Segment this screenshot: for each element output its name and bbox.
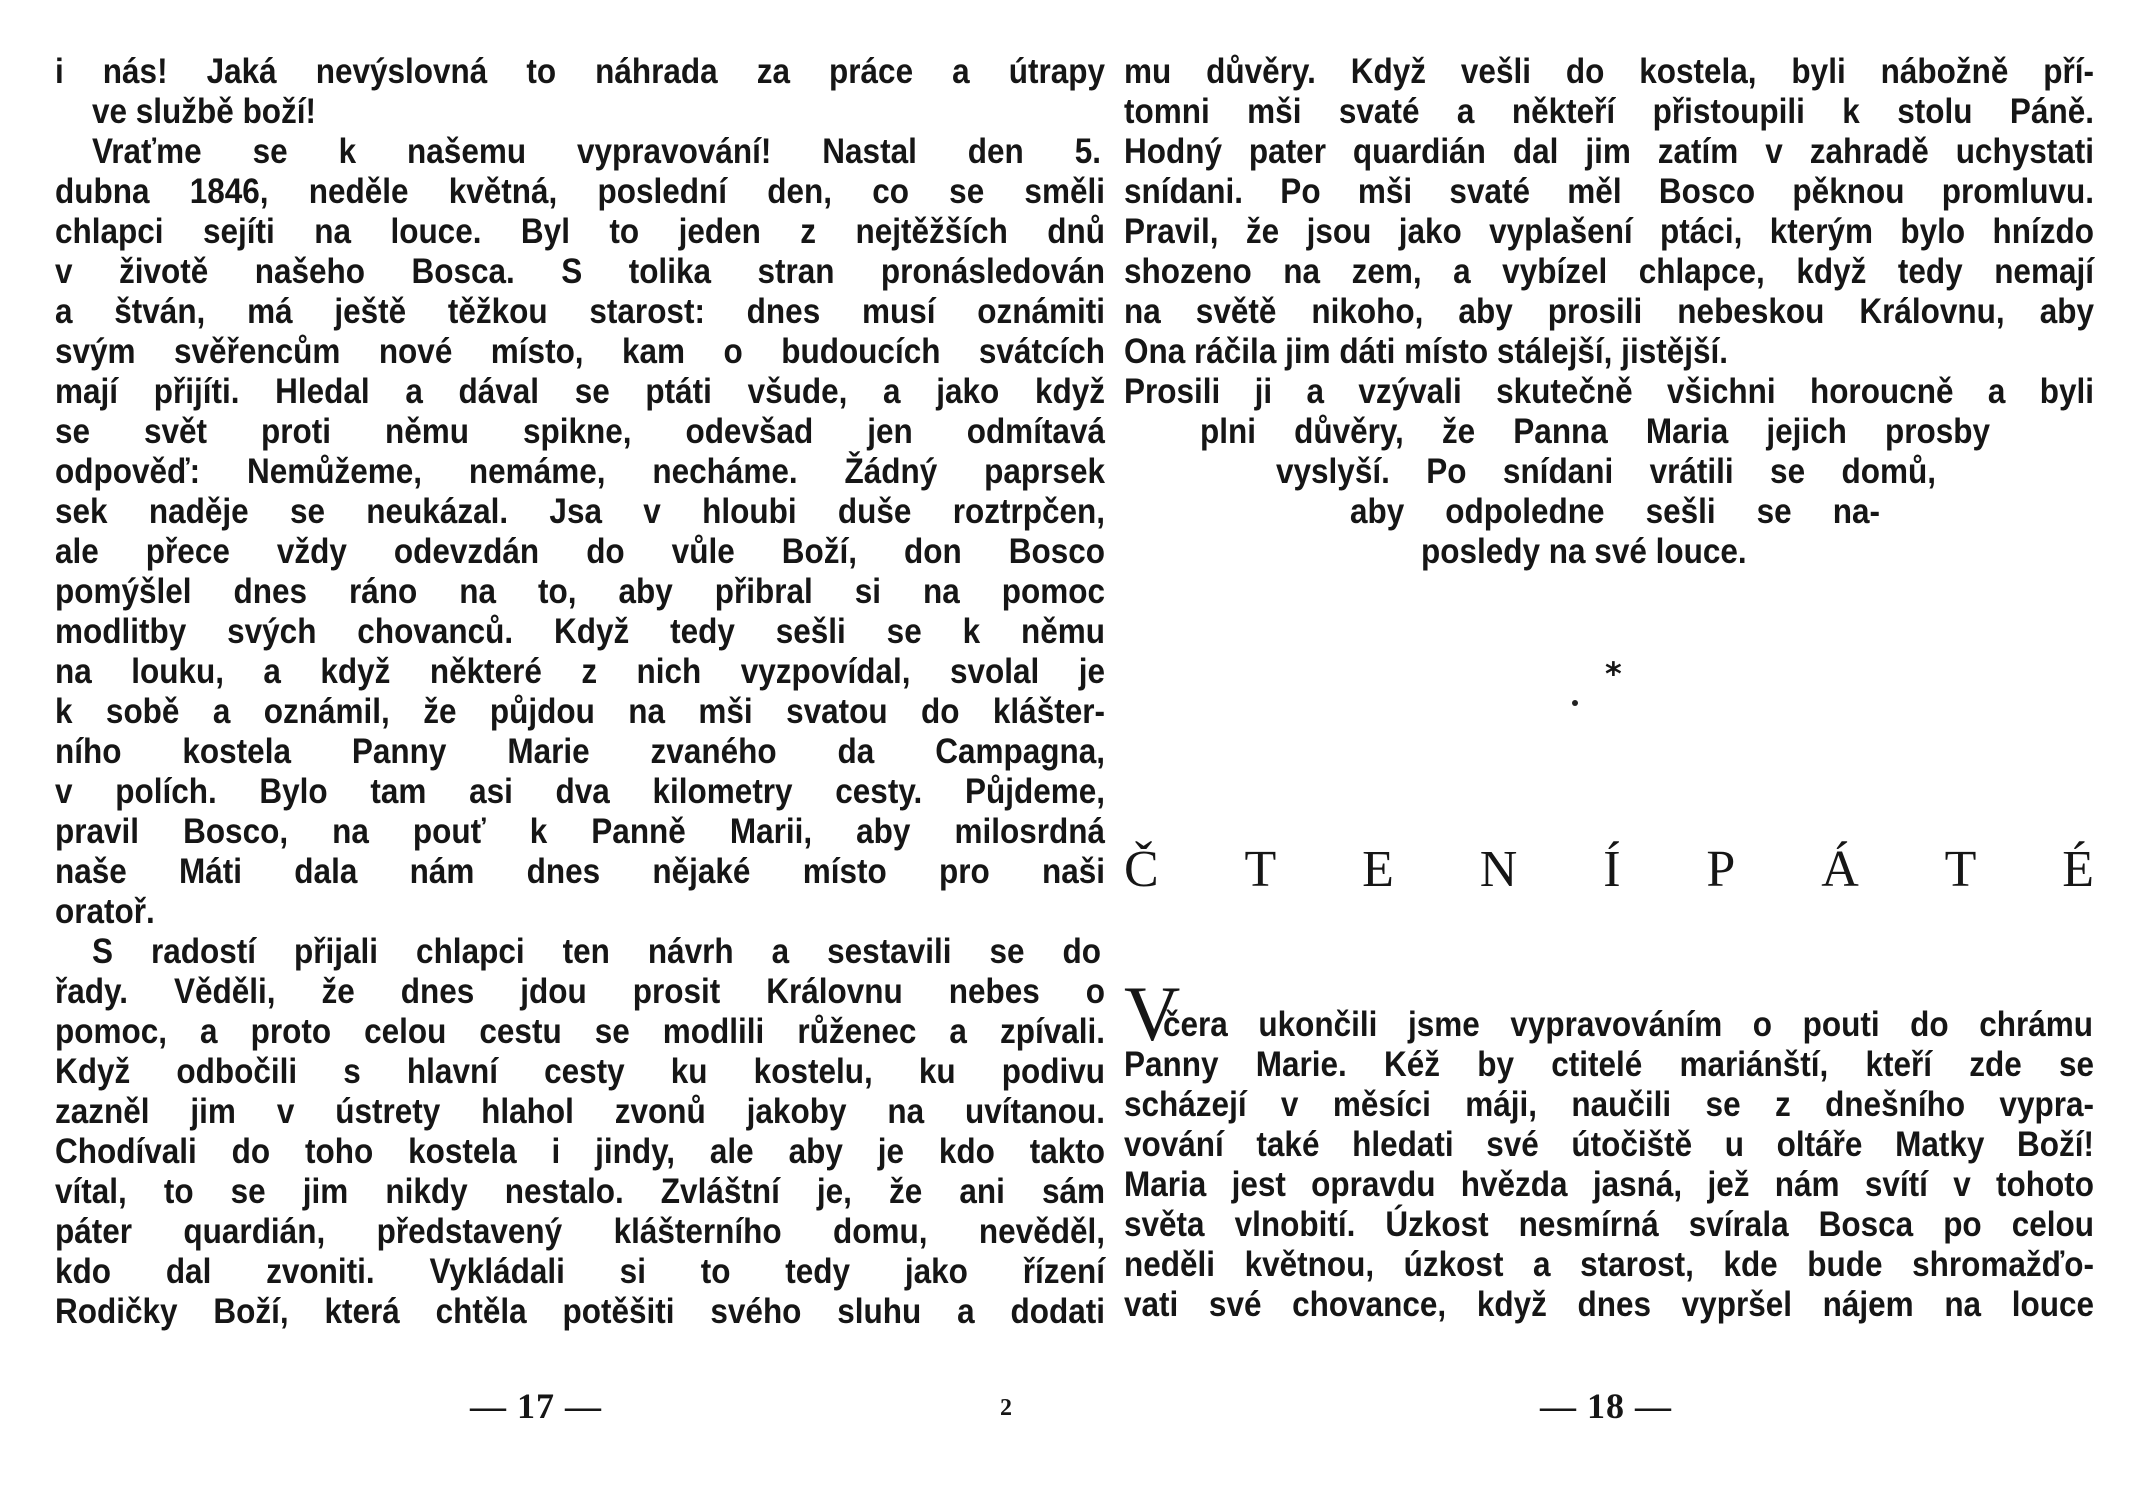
text-line: na louku, a když některé z nich vyzpovídal, svolal je (55, 652, 1105, 691)
text-line: k sobě a oznámil, že půjdou na mši svatou do klášter- (55, 692, 1105, 731)
text-line: ního kostela Panny Marie zvaného da Campagna, (55, 732, 1105, 771)
text-line: odpověď: Nemůžeme, nemáme, necháme. Žádný paprsek (55, 452, 1105, 491)
text-line: neděli květnou, úzkost a starost, kde bude shromažďo- (1124, 1245, 2094, 1284)
text-line: pomoc, a proto celou cestu se modlili růženec a zpívali. (55, 1012, 1105, 1051)
chapter-title-letter: N (1479, 841, 1518, 898)
chapter-title-letter: É (2062, 841, 2094, 898)
text-line: se svět proti němu spikne, odevšad jen odmítavá (55, 412, 1105, 451)
text-line: páter quardián, představený klášterního domu, nevěděl, (55, 1212, 1105, 1251)
text-line: vování také hledati své útočiště u oltáře Matky Boží! (1124, 1125, 2094, 1164)
text-line: vyslyší. Po snídani vrátili se domů, (1276, 452, 1936, 491)
text-line: shozeno na zem, a vybízel chlapce, když tedy nemají (1124, 252, 2094, 291)
chapter-title-letter: E (1362, 841, 1394, 898)
text-line: sek naděje se neukázal. Jsa v hloubi duše roztrpčen, (55, 492, 1105, 531)
chapter-title-letter: Í (1603, 841, 1621, 898)
text-line: Panny Marie. Kéž by ctitelé mariánští, kteří zde se (1124, 1045, 2094, 1084)
text-line: Vraťme se k našemu vypravování! Nastal den 5. (92, 132, 1101, 171)
text-line: Chodívali do toho kostela i jindy, ale aby je kdo takto (55, 1132, 1105, 1171)
text-line: ve službě boží! (92, 92, 317, 131)
drop-cap: V (1124, 970, 1181, 1057)
text-line: kdo dal zvoniti. Vykládali si to tedy jako řízení (55, 1252, 1105, 1291)
text-line: mu důvěry. Když vešli do kostela, byli nábožně pří- (1124, 52, 2094, 91)
text-line: i nás! Jaká nevýslovná to náhrada za práce a útrapy (55, 52, 1105, 91)
text-line: řady. Věděli, že dnes jdou prosit Královnu nebes o (55, 972, 1105, 1011)
text-line: Maria jest opravdu hvězda jasná, jež nám svítí v tohoto (1124, 1165, 2094, 1204)
text-line: oratoř. (55, 892, 155, 931)
text-line: Prosili ji a vzývali skutečně všichni horoucně a byli (1124, 372, 2094, 411)
text-line: Pravil, že jsou jako vyplašení ptáci, kterým bylo hnízdo (1124, 212, 2094, 251)
text-line: snídani. Po mši svaté měl Bosco pěknou promluvu. (1124, 172, 2094, 211)
page-number-left: — 17 — (470, 1386, 602, 1426)
text-line: na světě nikoho, aby prosili nebeskou Královnu, aby (1124, 292, 2094, 331)
text-line: scházejí v měsíci máji, naučili se z dnešního vypra- (1124, 1085, 2094, 1124)
text-line: aby odpoledne sešli se na- (1350, 492, 1880, 531)
text-line: Ona ráčila jim dáti místo stálejší, jistější. (1124, 332, 1728, 371)
page-number-right: — 18 — (1540, 1386, 1672, 1426)
text-line: naše Máti dala nám dnes nějaké místo pro naši (55, 852, 1105, 891)
chapter-title-letter: Á (1821, 841, 1859, 898)
chapter-title-letter: P (1706, 841, 1736, 898)
text-line: Rodičky Boží, která chtěla potěšiti svého sluhu a dodati (55, 1292, 1105, 1331)
chapter-title-letter: T (1244, 841, 1277, 898)
ornament-dot (1572, 700, 1578, 706)
text-line: ale přece vždy odevzdán do vůle Boží, don Bosco (55, 532, 1105, 571)
text-line: Když odbočili s hlavní cesty ku kostelu, ku podivu (55, 1052, 1105, 1091)
text-line: vítal, to se jim nikdy nestalo. Zvláštní je, že ani sám (55, 1172, 1105, 1211)
text-line: dubna 1846, neděle květná, poslední den, co se směli (55, 172, 1105, 211)
text-line: svým svěřencům nové místo, kam o budoucích svátcích (55, 332, 1105, 371)
text-line: chlapci sejíti na louce. Byl to jeden z nejtěžších dnů (55, 212, 1105, 251)
chapter-title-letter: Č (1124, 841, 1159, 898)
text-line: pravil Bosco, na pouť k Panně Marii, aby milosrdná (55, 812, 1105, 851)
text-line: čera ukončili jsme vypravováním o pouti do chrámu (1163, 1005, 2093, 1044)
ornament-asterisk: * (1605, 655, 1622, 693)
text-line: tomni mši svaté a někteří přistoupili k stolu Páně. (1124, 92, 2094, 131)
signature-mark: 2 (1000, 1395, 1012, 1421)
text-line: v životě našeho Bosca. S tolika stran pronásledován (55, 252, 1105, 291)
text-line: mají přijíti. Hledal a dával se ptáti všude, a jako když (55, 372, 1105, 411)
chapter-title (1124, 840, 2094, 899)
text-line: plni důvěry, že Panna Maria jejich prosby (1200, 412, 1990, 451)
chapter-title-letter: T (1944, 841, 1977, 898)
text-line: Hodný pater quardián dal jim zatím v zahradě uchystati (1124, 132, 2094, 171)
text-line: v polích. Bylo tam asi dva kilometry cesty. Půjdeme, (55, 772, 1105, 811)
text-line: světa vlnobití. Úzkost nesmírná svírala Bosca po celou (1124, 1205, 2094, 1244)
text-line: a štván, má ještě těžkou starost: dnes musí oznámiti (55, 292, 1105, 331)
text-line: zazněl jim v ústrety hlahol zvonů jakoby na uvítanou. (55, 1092, 1105, 1131)
text-line: S radostí přijali chlapci ten návrh a sestavili se do (92, 932, 1101, 971)
text-line: pomýšlel dnes ráno na to, aby přibral si na pomoc (55, 572, 1105, 611)
text-line: vati své chovance, když dnes vypršel nájem na louce (1124, 1285, 2094, 1324)
text-line: posledy na své louce. (1421, 532, 1747, 571)
text-line: modlitby svých chovanců. Když tedy sešli se k němu (55, 612, 1105, 651)
